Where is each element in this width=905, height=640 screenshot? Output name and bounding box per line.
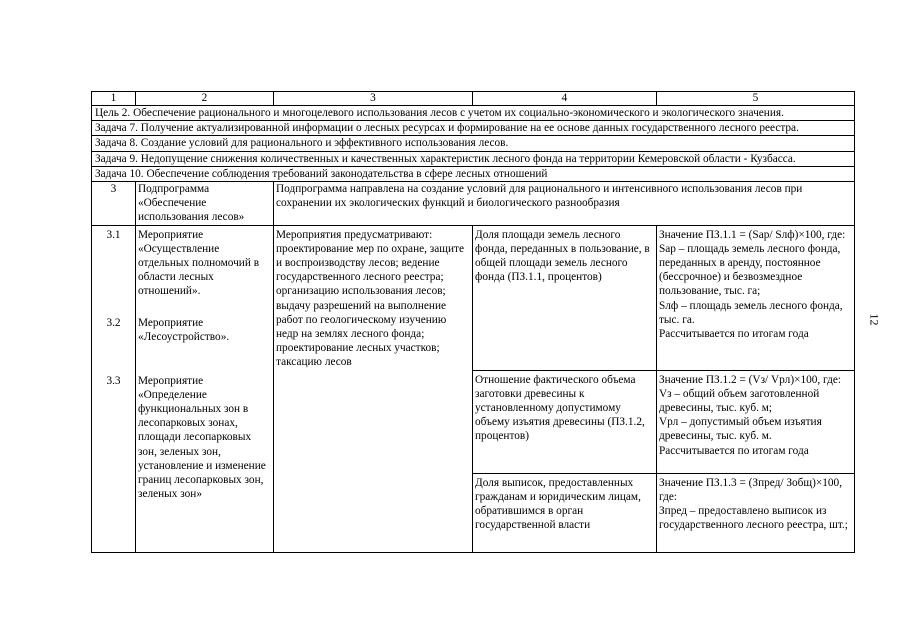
formula-line: Значение ПЗ.1.1 = (Sар/ Sлф)×100, где:	[659, 228, 846, 241]
goal-line: Цель 2. Обеспечение рационального и многоцелевого использования лесов с учетом их социально-экономического и экологического значения.	[95, 107, 784, 119]
measures-description: Мероприятия предусматривают: проектирование мер по охране, защите и воспроизводству лесов; ведение государственного лесного реестра; организацию использования лесов; выдачу разрешений на выполнение работ по геологическому изучению недр на землях лесного фонда; проектирование лесных участков; таксацию лесов	[274, 225, 473, 552]
header-cell: 2	[136, 92, 274, 106]
task-line: Задача 8. Создание условий для рационального и эффективного использования лесов.	[95, 137, 509, 150]
task-row	[92, 136, 855, 151]
header-cell: 5	[657, 92, 855, 106]
formula-line: Зпред – предоставлено выписок из государственного лесного реестра, шт.;	[659, 505, 848, 532]
indicator-name: Отношение фактического объема заготовки древесины к установленному допустимому объему изъятия древесины (ПЗ.1.2, процентов)	[473, 370, 657, 473]
header-row	[92, 92, 855, 106]
formula-line: Рассчитывается по итогам года	[659, 328, 809, 341]
task-row	[92, 151, 855, 166]
task-row	[92, 121, 855, 136]
subprogram-name: Подпрограмма «Обеспечение использования лесов»	[136, 182, 274, 226]
indicator-formula	[657, 225, 855, 370]
formula-line: Значение ПЗ.1.3 = (Зпред/ Зобщ)×100, где:	[659, 476, 843, 503]
task-line: Задача 7. Получение актуализированной информации о лесных ресурсах и формирование на ее основе данных государственного лесного реестра.	[95, 122, 799, 135]
indicator-formula	[657, 473, 855, 552]
measure-name: Мероприятие «Определение функциональных зон в лесопарковых зонах, площади лесопарковых зон, зеленых зон, установление и изменение границ лесопарковых зон, зеленых зон»	[138, 374, 266, 501]
indicator-formula	[657, 370, 855, 473]
formula-line: Рассчитывается по итогам года	[659, 444, 809, 457]
measure-names	[136, 225, 274, 552]
measure-number: 3.3	[106, 374, 121, 387]
formula-line: Sлф – площадь земель лесного фонда, тыс. га.	[659, 299, 843, 326]
goal-text	[92, 106, 855, 121]
task-line: Задача 10. Обеспечение соблюдения требований законодательства в сфере лесных отношений	[95, 167, 548, 180]
subprogram-description: Подпрограмма направлена на создание условий для рационального и интенсивного использования лесов при сохранении их экологических функций и биологического разнообразия	[274, 182, 855, 226]
program-table	[91, 91, 855, 553]
page-number: 12	[867, 313, 882, 326]
measure-name: Мероприятие «Осуществление отдельных полномочий в области лесных отношений».	[138, 228, 260, 298]
measure-number: 3.2	[106, 316, 121, 329]
measure-numbers	[92, 225, 136, 552]
subprogram-number: 3	[92, 182, 136, 226]
subprogram-row	[92, 182, 855, 226]
formula-line: Sар – площадь земель лесного фонда, переданных в аренду, постоянное (бессрочное) и безвозмездное пользование, тыс. га;	[659, 242, 841, 298]
formula-line: Vз – общий объем заготовленной древесины, тыс. куб. м;	[659, 387, 820, 415]
header-cell: 3	[274, 92, 473, 106]
measures-row	[92, 225, 855, 370]
header-cell: 1	[92, 92, 136, 106]
goal-row	[92, 106, 855, 121]
task-row	[92, 166, 855, 181]
indicator-name: Доля выписок, предоставленных гражданам и юридическим лицам, обратившимся в орган государственной власти	[473, 473, 657, 552]
measure-number: 3.1	[106, 228, 121, 241]
formula-line: Vрл – допустимый объем изъятия древесины, тыс. куб. м.	[659, 416, 822, 443]
header-cell: 4	[473, 92, 657, 106]
measure-name: Мероприятие «Лесоустройство».	[138, 316, 230, 343]
indicator-name: Доля площади земель лесного фонда, переданных в пользование, в общей площади земель лесного фонда (ПЗ.1.1, процентов)	[473, 225, 657, 370]
formula-line: Значение ПЗ.1.2 = (Vз/ Vрл)×100, где:	[659, 373, 842, 386]
task-line: Задача 9. Недопущение снижения количественных и качественных характеристик лесного фонда на территории Кемеровской области - Кузбасса.	[95, 152, 796, 165]
